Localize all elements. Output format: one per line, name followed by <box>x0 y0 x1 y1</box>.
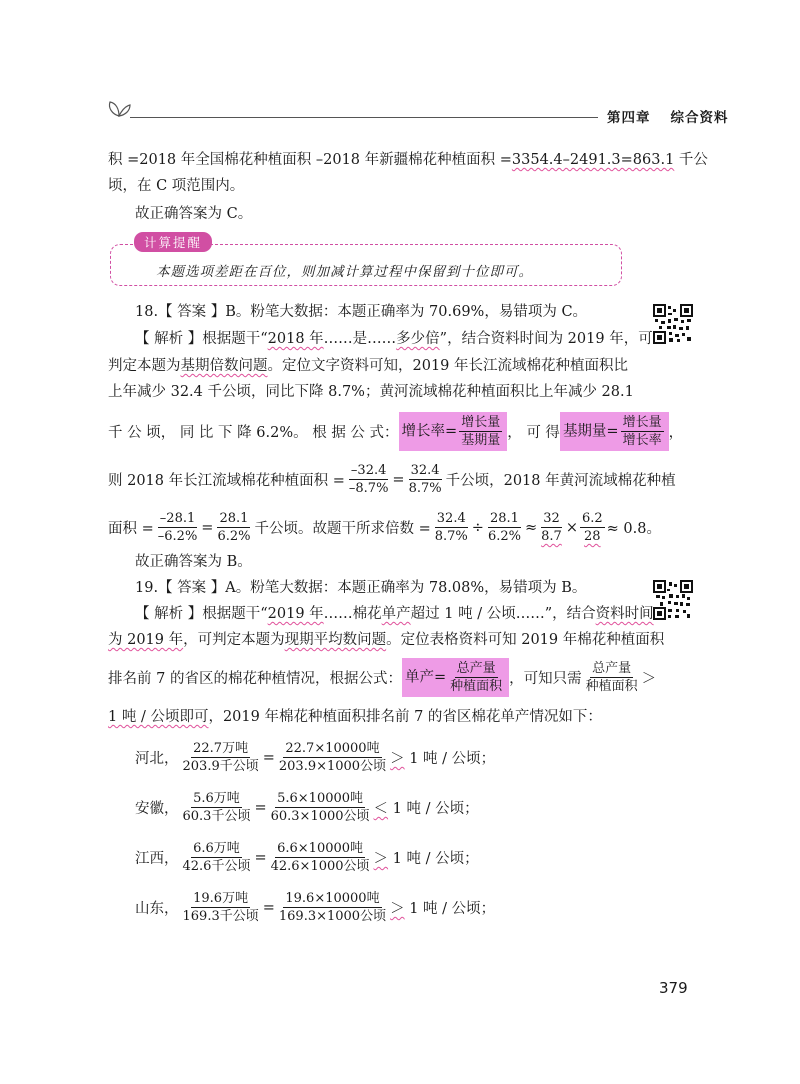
page-number: 379 <box>659 979 688 997</box>
q18-analysis-line: 【 解析 】根据题干“2018 年……是……多少倍”，结合资料时间为 2019 年，可 <box>135 331 653 347</box>
q19-analysis-line: 【 解析 】根据题干“2019 年……棉花单产超过 1 吨 / 公顷……”，结合资料时间 <box>135 606 654 622</box>
province-row: 安徽， $\frac{\text{5.6万吨}}{\text{60.3千公顷}}$ = $\frac{\text{5.6×10000吨}}{\text{60.3×1000公顷}}$ ＜ 1 吨 / 公顷； <box>135 791 479 824</box>
header-rule <box>130 117 598 118</box>
formula-line: 面积 = $\frac{-28.1}{-6.2\%}$ = $\frac{28.1}{6.2\%}$ 千公顷。故题干所求倍数 = $\frac{32.4}{8.7\%}$ ÷ $\frac{28.1}{6.2\%}$ ≈ $\frac{32}{8.7}$ × $\frac{6.2}{28}$ ≈ 0.8。 <box>108 511 661 544</box>
province-row: 山东， $\frac{\text{19.6万吨}}{\text{169.3千公顷}}$ = $\frac{\text{19.6×10000吨}}{\text{169.3×1000公顷}}$ ＞ 1 吨 / 公顷； <box>135 891 496 924</box>
q19-answer-line: 19.【 答案 】A。粉笔大数据：本题正确率为 78.08%，易错项为 B。 <box>135 580 587 596</box>
chapter-number: 第四章 <box>607 110 651 126</box>
paragraph-line: 上年减少 32.4 千公顷，同比下降 8.7%；黄河流域棉花种植面积比上年减少 28.1 <box>108 384 634 400</box>
formula-line: 则 2018 年长江流域棉花种植面积 = $\frac{-32.4}{-8.7\%}$ = $\frac{32.4}{8.7\%}$ 千公顷，2018 年黄河流域棉花种植 <box>108 463 676 496</box>
q18-answer-line: 18.【 答案 】B。粉笔大数据：本题正确率为 70.69%，易错项为 C。 <box>135 304 588 320</box>
answer-line: 故正确答案为 B。 <box>135 554 252 570</box>
paragraph-line: 1 吨 / 公顷即可，2019 年棉花种植面积排名前 7 的省区棉花单产情况如下： <box>108 709 602 725</box>
paragraph-line: 判定本题为基期倍数问题。定位文字资料可知，2019 年长江流域棉花种植面积比 <box>108 358 629 374</box>
formula-line: 千 公 顷， 同 比 下 降 6.2%。 根 据 公 式： 增长率= $\frac{\text{增长量}}{\text{基期量}}$ ， 可 得 基期量= $\frac{\text{增长量}}{\text{增长率}}$ ， <box>108 412 683 451</box>
yield-formula: 单产= $\frac{\text{总产量}}{\text{种植面积}}$ <box>402 658 509 697</box>
paragraph-line: 积 =2018 年全国棉花种植面积 –2018 年新疆棉花种植面积 =3354.4–2491.3=863.1 千公 <box>108 152 708 168</box>
tip-title: 计算提醒 <box>134 232 212 252</box>
formula-line: 排名前 7 的省区的棉花种植情况，根据公式： 单产= $\frac{\text{总产量}}{\text{种植面积}}$ ，可知只需 $\frac{\text{总产量}}{\text{种植面积}}$ ＞ <box>108 658 656 697</box>
qr-code-icon[interactable] <box>653 580 693 620</box>
province-row: 江西， $\frac{\text{6.6万吨}}{\text{42.6千公顷}}$ = $\frac{\text{6.6×10000吨}}{\text{42.6×1000公顷}}$ ＞ 1 吨 / 公顷； <box>135 841 479 874</box>
growth-rate-formula: 增长率= $\frac{\text{增长量}}{\text{基期量}}$ <box>399 412 508 451</box>
qr-code-icon[interactable] <box>653 304 693 344</box>
base-period-formula: 基期量= $\frac{\text{增长量}}{\text{增长率}}$ <box>560 412 669 451</box>
tip-text: 本题选项差距在百位，则加减计算过程中保留到十位即可。 <box>156 264 533 280</box>
leaf-icon <box>106 100 132 118</box>
chapter-header <box>607 106 729 126</box>
chapter-title: 综合资料 <box>670 110 729 126</box>
paragraph-line: 为 2019 年，可判定本题为现期平均数问题。定位表格资料可知 2019 年棉花种植面积 <box>108 632 665 648</box>
paragraph-line: 顷，在 C 项范围内。 <box>108 178 245 194</box>
answer-line: 故正确答案为 C。 <box>135 206 253 222</box>
province-row: 河北， $\frac{\text{22.7万吨}}{\text{203.9千公顷}}$ = $\frac{\text{22.7×10000吨}}{\text{203.9×1000公顷}}$ ＞ 1 吨 / 公顷； <box>135 741 496 774</box>
